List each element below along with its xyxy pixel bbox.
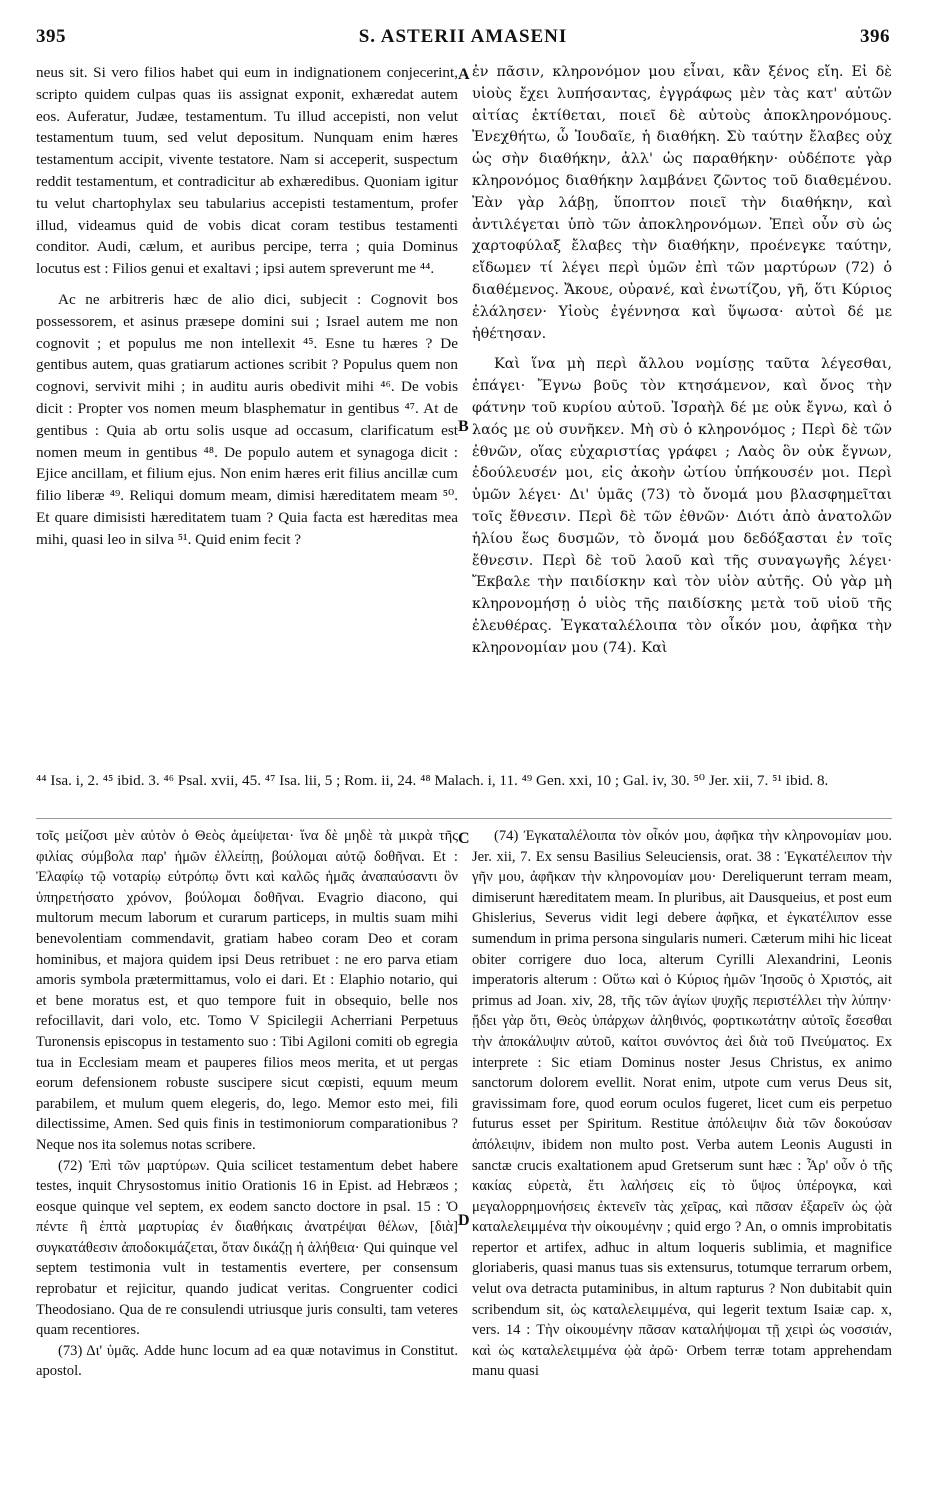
note-paragraph-continuation: τοῖς μείζοσι μὲν αὐτὸν ὁ Θεὸς ἀμείψεται· ἵνα δὲ μηδὲ τὰ μικρὰ τῆς φιλίας σύμβολα παρ' ἡμῶν ἐλλείπῃ, βούλομαι αὐτῷ δοθῆναι. Et : Ἐλαφίῳ τῷ νοταρίῳ εὐτρόπῳ ὄντι καὶ καλῶς ἡμᾶς ἀναπαύσαντι ὃν ὑπηρετήσατο χρόνον, βούλομαι δοθῆναι. Evagrio diacono, qui multorum mecum laborum et curarum particeps, in multis suam mihi benevolentiam commendavit, gratiam habeo coram Deo et coram hominibus, et majora quidem ipsi Deus retribuet : ne ero parva etiam amoris symbola prætermittamus, volo ei dari. Et : Elaphio notario, qui et bene moratus est, et quo tempore fuit in obsequio, belle nos refocillavit, dari volo, etc. Tomo V Spicilegii Acherriani Perpetuus Turonensis episcopus in testamento suo : Tibi Agiloni comiti ob egregia tua in Ecclesiam meam et pauperes filios meos merita, et ut pergas eorum defensionem robuste suscipere sicut cœpisti, equum meum parabilem, et mulum quem elegeris, do, lego. Memor esto mei, fili dilectissime, Amen. Sed quis finis in testimoniorum comparationibus ? Neque nos ita solemus notas scribere. — [36, 828, 458, 1153]
note-74: (74) Ἐγκαταλέλοιπα τὸν οἶκόν μου, ἀφῆκα τὴν κληρονομίαν μου. Jer. xii, 7. Ex sensu Basilius Seleuciensis, orat. 38 : Ἐγκατέλειπον τὴν γῆν μου, ἀφῆκαν τὴν κληρονομίαν μου· Dereliquerunt terram meam, dimiserunt hæreditatem meam. In pluribus, ait Dausqueius, et post eum Ghislerius, Severus vidit legi debere ἀφῆκα, et ἐγκατέλιπον esse sumendum in prima persona singularis numeri. Cæterum mihi hic liceat obiter corrigere duo loca, alterum Cyrilli Alexandrini, Leonis imperatoris alterum : Οὕτω καὶ ὁ Κύριος ἡμῶν Ἰησοῦς ὁ Χριστός, ait primus ad Joan. xiv, 28, τῆς τῶν ἁγίων ψυχῆς περιστέλλει τὴν λύπην· ᾔδει γὰρ ὅτι, Θεὸς ὑπάρχων ἀληθινός, φορτικωτάτην αὐτοῖς ἔσεσθαι τὴν ἀποκάλυψιν αὐτοῦ, καίτοι συνόντος ἀεὶ διὰ τοῦ Πνεύματος. Ex interprete : Sic etiam Dominus noster Jesus Christus, ex animo sanctorum dolorem evellit. Norat enim, utpote cum verus Deus sit, gravissimam fore, quod eorum oculos fugeret, licet cum eis perpetuo futurus esset per Spiritum. Restitue ἀπόλειψιν διὰ τῶν δοκούσαν ἀπόλειψιν, ibidem non multo post. Verba autem Leonis Augusti in sanctæ crucis exaltationem apud Gretserum sunt hæc : Ἆρ' οὖν ὁ τῆς κακίας εὑρετὰ, ἔτι λαλήσεις εἰς τὸ ὕψος ὑπέρογκα, καὶ μεγαλορρημονήσεις ἐκτενεῖν τὰς χεῖρας, καὶ πᾶσαν ἐξαρεῖν ὡς ᾠὰ καταλελειμμένα τὴν οἰκουμένην ; quid ergo ? An, o omnis improbitatis repertor et artifex, adhuc in altum loqueris sublimia, et magnifice gloriaberis, quasi manus tuas sis extensurus, totumque terrarum orbem, velut ova detracta putaminibus, in altum rapturus ? Non dubitabit quin scribendum sit, ὡς καταλελειμμένα, qui legerit textum Isaiæ cap. x, vers. 14 : Τὴν οἰκουμένην πᾶσαν καταλήψομαι τῇ χειρὶ ὡς νοσσιάν, καὶ ὡς καταλελειμμένα ᾠὰ ἀρῶ· Orbem terræ totam apprehendam manu quasi — [472, 828, 892, 1380]
right-page-number: 396 — [860, 26, 890, 47]
section-marker-a: A — [458, 66, 470, 83]
greek-paragraph-2: Καὶ ἵνα μὴ περὶ ἄλλου νομίσῃς ταῦτα λέγεσθαι, ἐπάγει· Ἔγνω βοῦς τὸν κτησάμενον, καὶ ὄνος τὴν φάτνην τοῦ κυρίου αὐτοῦ. Ἰσραὴλ δέ με οὐκ ἔγνω, καὶ ὁ λαός με οὐ συνῆκεν. Μὴ σὺ ὁ κληρονόμος ; Περὶ δὲ τῶν ἐθνῶν, οἵας εὐχαριστίας γράφει ; Λαὸς ὃν οὐκ ἔγνων, ἐδούλευσέν μοι, εἰς ἀκοὴν ὠτίου ὑπήκουσέν μοι. Περὶ ὑμῶν λέγει· Δι' ὑμᾶς (73) τὸ ὄνομά μου βλασφημεῖται τοῖς ἔθνεσιν. Περὶ δὲ τῶν ἐθνῶν· Διότι ἀπὸ ἀνατολῶν ἡλίου ἕως δυσμῶν, τὸ ὄνομά μου δεδόξασται ἐν τοῖς ἔθνεσιν. Περὶ δὲ τοῦ λαοῦ καὶ τῆς συναγωγῆς λέγει· Ἔκβαλε τὴν παιδίσκην καὶ τὸν υἱὸν αὐτῆς. Οὐ γὰρ μὴ κληρονομήσῃ ὁ υἱὸς τῆς παιδίσκης μετὰ τοῦ υἱοῦ τῆς ἐλευθέρας. Ἐγκαταλέλοιπα τὸν οἶκόν μου, ἀφῆκα τὴν κληρονομίαν μου (74). Καὶ — [472, 356, 892, 656]
notes-column-left — [36, 826, 458, 1488]
section-marker-d: D — [458, 1212, 470, 1229]
scripture-footnotes — [36, 770, 892, 791]
notes-divider — [36, 818, 892, 819]
notes-column-right — [472, 826, 892, 1488]
latin-paragraph-2: Ac ne arbitreris hæc de alio dici, subjecit : Cognovit bos possessorem, et asinus præsepe domini sui ; Israel autem me non cognovit ; et populus me non intellexit ⁴⁵. Esne tu hæres ? De gentibus autem, quas gratiarum actiones scribit ? Populus quem non cognovi, servivit mihi ; in auditu auris obedivit mihi ⁴⁶. De vobis dicit : Propter vos nomen meum blasphematur in gentibus ⁴⁷. At de gentibus : Quia ab ortu solis usque ad occasum, clarificatum est nomen meum in gentibus ⁴⁸. De populo autem et synagoga dicit : Ejice ancillam, et filium ejus. Non enim hæres erit filius ancillæ cum filio liberæ ⁴⁹. Reliqui domum meam, dimisi hæreditatem meam ⁵⁰. Et quare dimisisti hæreditatem tuam ? Quia facta est hæreditas mea mihi, quasi leo in silva ⁵¹. Quid enim fecit ? — [36, 290, 458, 548]
note-73: (73) Δι' ὑμᾶς. Adde hunc locum ad ea quæ notavimus in Constitut. apostol. — [36, 1342, 458, 1380]
latin-column-upper — [36, 62, 458, 750]
left-page-number: 395 — [36, 26, 66, 47]
note-72: (72) Ἐπὶ τῶν μαρτύρων. Quia scilicet testamentum debet habere testes, inquit Chrysostomus initio Orationis 16 in Epist. ad Hebræos ; eosque quinque vel septem, ex eodem sancto doctore in psal. 15 : Ὁ πέντε ἢ ἑπτὰ μαρτυρίας ἐν διαθήκαις ἀνατρέψαι θέλων, [διὰ] συγκατάθεσιν ἀποδοκιμάζεται, ὅταν δικάζῃ ἡ ἀλήθεια· Qui quinque vel septem testimonia vult in testamentis evertere, per consensum reprobatur et rejicitur, quando judicat veritas. Congruenter codici Theodosiano. Qua de re consulendi utriusque juris consulti, tam veteres quam recentiores. — [36, 1157, 458, 1339]
latin-paragraph-1: neus sit. Si vero filios habet qui eum in indignationem conjecerint, scripto quidem culpas quas iis assignat exponit, exhæredat autem eos. Auferatur, Judæe, testamentum. Tu illud accepisti, non velut testamentum tuum, sed velut depositum. Nunquam enim hæres testamentum accipit, vivente testatore. Nam si acceperit, suspectum reddit testamentum, et contradicitur ab exhæredibus. Quoniam igitur tu velut chartophylax seu tabularius accepisti testamentum, profer illud, videamus quid de vobis dicat coram testibus testamenti conditor. Audi, cælum, et auribus percipe, terra ; quia Dominus locutus est : Filios genui et exaltavi ; ipsi autem spreverunt me ⁴⁴. — [36, 64, 458, 278]
page-header — [0, 12, 926, 52]
greek-paragraph-1: ἐν πᾶσιν, κληρονόμον μου εἶναι, κἂν ξένος εἴη. Εἰ δὲ υἱοὺς ἔχει λυπήσαντας, ἐγγράφως μὲν τὰς κατ' αὐτῶν αἰτίας ἐκτίθεται, ποιεῖ δὲ αὐτοὺς ἀποκληρονόμους. Ἐνεχθήτω, ὦ Ἰουδαῖε, ἡ διαθήκη. Σὺ ταύτην ἔλαβες οὐχ ὡς σὴν διαθήκην, ἀλλ' ὡς παραθήκην· οὐδέποτε γὰρ κληρονόμος διαθήκην λαμβάνει ζῶντος τοῦ διαθεμένου. Ἐὰν γὰρ λάβῃ, ὕποπτον ποιεῖ τὴν διαθήκην, καὶ ἀντιλέγεται ὑπὸ τῶν ἀποκληρονόμων. Ἐπεὶ οὖν σὺ ὡς χαρτοφύλαξ ἔλαβες τὴν διαθήκην, προένεγκε ταύτην, εἴδωμεν τί λέγει περὶ ὑμῶν ἐπὶ τῶν μαρτύρων (72) ὁ διαθέμενος. Ἄκουε, οὐρανέ, καὶ ἐνωτίζου, γῆ, ὅτι Κύριος ἐλάλησεν· Υἱοὺς ἐγέννησα καὶ ὕψωσα· αὐτοὶ δέ με ἠθέτησαν. — [472, 64, 892, 342]
footnote-references: ⁴⁴ Isa. i, 2. ⁴⁵ ibid. 3. ⁴⁶ Psal. xvii, 45. ⁴⁷ Isa. lii, 5 ; Rom. ii, 24. ⁴⁸ Malach. i, 11. ⁴⁹ Gen. xxi, 10 ; Gal. iv, 30. ⁵⁰ Jer. xii, 7. ⁵¹ ibid. 8. — [36, 772, 829, 789]
section-marker-b: B — [458, 418, 469, 435]
section-marker-c: C — [458, 830, 470, 847]
running-title: S. ASTERII AMASENI — [358, 26, 568, 47]
greek-column-upper — [472, 62, 892, 750]
